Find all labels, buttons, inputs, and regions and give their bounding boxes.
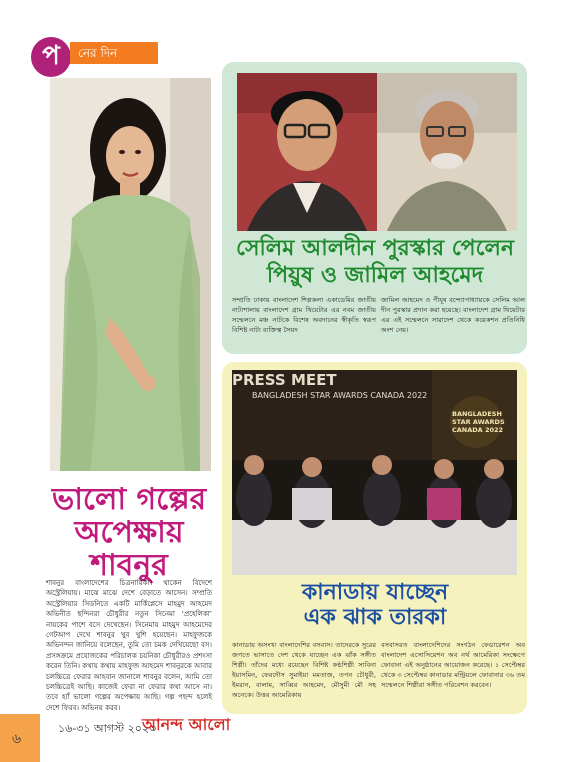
headline-line: অপেক্ষায়: [74, 515, 184, 550]
headline-line: পিয়ুষ ও জামিল আহমেদ: [266, 263, 484, 288]
headline-line: কানাডায় যাচ্ছেন: [301, 580, 449, 605]
award-body-col2: জামিল আহমেদ ও পীযূষ বন্দ্যোপাধ্যায়কে সেলিম আল দীন পুরস্কার প্রদান করা হয়েছে। বাংলাদেশ গ্রাম থিয়েটার এর এই সম্মেলনে সারাদেশ থেকে কয়েকশন প্রতিনিধি অংশ নেয়।: [381, 296, 525, 334]
award-photo-left: [237, 73, 377, 231]
section-letter-badge: প: [31, 37, 71, 77]
award-badge: [452, 410, 512, 434]
section-title: নের দিন: [70, 42, 158, 64]
award-photo-right: [377, 73, 517, 231]
shabnur-headline: [44, 483, 214, 582]
actress-photo: [50, 78, 211, 471]
headline-line: এক ঝাক তারকা: [303, 605, 447, 630]
award-headline: [228, 235, 522, 289]
badge-line: BANGLADESH: [452, 410, 502, 418]
headline-line: ভালো গল্পের: [51, 482, 207, 517]
press-meet-label: PRESS MEET: [232, 371, 337, 389]
canada-body-col1: কানাডায় অসংখ্য বাংলাদেশির বসবাস। তাদেরকে সুরের জগতে ভাসাতে দেশ থেকে যাচ্ছেন এক ঝাঁক সঙ্গীত শিল্পী। তাঁদের মধ্যে রয়েছেন বিশিষ্ট কণ্ঠশিল্পী সাবিনা ইয়াসমিন, ফেরদৌস সুমাইয়া মমতাজ, তপন চৌধুরী, ইমরান, বালাম, সাব্বির আহমেদ, মৌসুমী মৌ সহ অনেকে। উত্তর আমেরিকায়: [232, 641, 376, 699]
canada-headline: [228, 580, 522, 630]
press-banner-text: BANGLADESH STAR AWARDS CANADA 2022: [252, 391, 428, 400]
page-number: ৬: [12, 731, 22, 747]
canada-body-col2: বসবাসরত বাংলাদেশিদের সংগঠন ফেডারেশন অব বাংলাদেশ এসোসিয়েশন অব নর্থ আমেরিকা সংক্ষেপে ফোবানা এই অনুষ্ঠানের আয়োজন করেছে। ১ সেপ্টেম্বর থেকে ৩ সেপ্টেম্বর কানাডার মন্ট্রিয়লে ফোবানার ৩৬ তম সম্মেলনে শিল্পীরা সঙ্গীত পরিবেশন করবেন।: [381, 641, 525, 689]
headline-line: শাবনুর: [90, 548, 168, 583]
badge-line: STAR AWARDS: [452, 418, 505, 426]
award-body-col1: সম্প্রতি ঢাকায় বাংলাদেশ শিল্পকলা একাডেমির জাতীয় নাট্যশালায় বাংলাদেশ গ্রাম থিয়েটার এর নবম জাতীয় সম্মেলনে মঞ্চ নাটকে বিশেষ অবদানের স্বীকৃতি স্বরূপ বিশিষ্ট নাট্য ব্যক্তিত্ব সৈয়দ: [232, 296, 376, 334]
badge-line: CANADA 2022: [452, 426, 504, 434]
shabnur-article-body: শাবনুর বাংলাদেশের চিত্রনায়িকা। থাকেন বিদেশে অস্ট্রেলিয়ায়। মাঝে মাঝে দেশে বেড়াতে আসেন। সম্প্রতি অস্ট্রেলিয়ার সিডনিতে একটি মার্কিপ্লেসে মাহমুদ আহমেদ অভিনীত ছন্দিনরা চৌধুরীর নতুন সিনেমা ‘প্রহেলিকা’ নায়কের পাশে বসে দেখেছেন। সিনেমায় মাহমুদ আহমেদের গেটআপ দেখে শাবনুর খুব খুশি হয়েছেন। মাহফুজকে অভিনন্দন জানিয়ে বলেছেন, তুমি তো চমক দেখিয়েছো বস। প্রসঙ্গক্রমে প্রযোজকের পরিচালক চয়নিকা চৌধুরীরও প্রশংসা করেন তিনি। কথায় কথায় মাহফুজ আহমেদ শাবনুরকে আবার চলচ্চিত্রে ফেরার আহবান জানালে শাবনুর বলেন, আমি তো চলচ্চিত্রেই আছি। কাজেই ফেরা না ফেরার কথা আসে না। তবে হ্যাঁ ভালো গল্পের অপেক্ষায় আছি। গল্প পছন্দ হলেই দেশে ফিরব। অভিনয় করব।: [46, 579, 212, 712]
magazine-logo: আনন্দ আলো: [142, 715, 231, 734]
press-meet-photo: [232, 370, 517, 575]
headline-line: সেলিম আলদীন পুরস্কার পেলেন: [236, 236, 514, 261]
issue-date: ১৬-৩১ আগস্ট ২০২৩: [58, 722, 157, 735]
